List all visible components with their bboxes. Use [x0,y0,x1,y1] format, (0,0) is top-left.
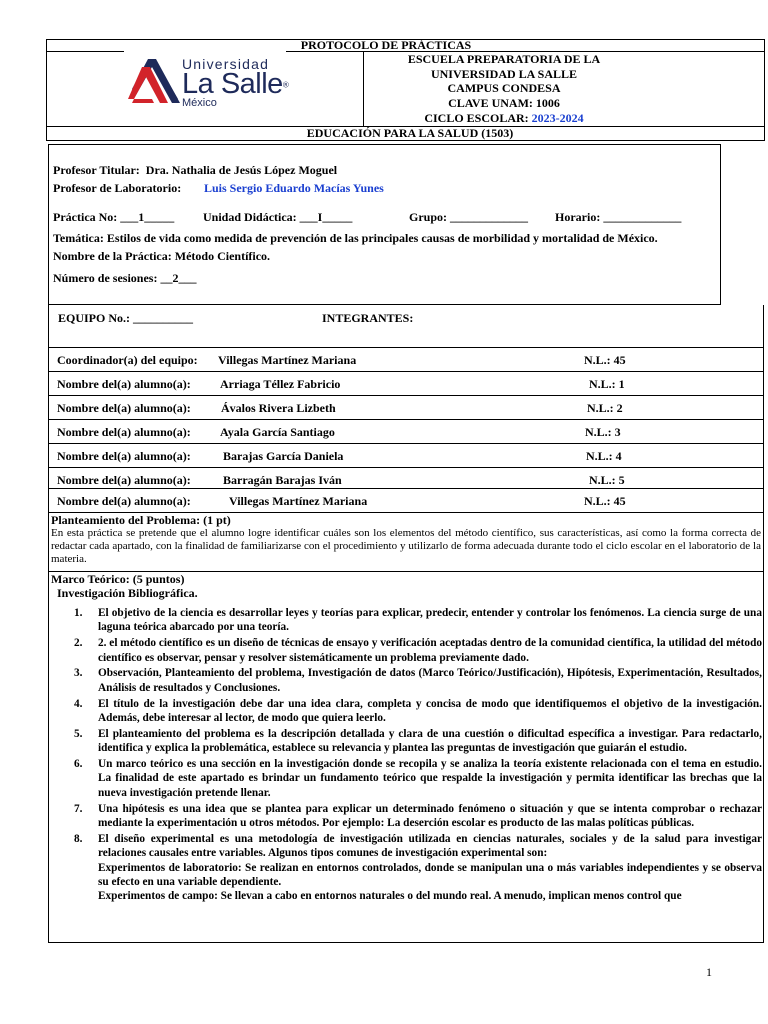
member-role: Nombre del(a) alumno(a): [57,449,191,463]
member-nl: N.L.: 5 [589,473,625,487]
member-name: Villegas Martínez Mariana [218,353,357,367]
list-item: 6. Un marco teórico es una sección en la investigación donde se recopila y se analiza la teoría existente relacionada con el tema en estudio. La finalidad de este apartado es brindar un fundamento teórico que respalde la investigación y permita identificar las brechas que la nueva investigación pretende llenar. [74,758,762,799]
members-heading: INTEGRANTES: [322,311,414,325]
school-cycle: CICLO ESCOLAR: 2023-2024 [424,111,584,125]
logo-line-3: México [182,97,217,109]
member-role: Nombre del(a) alumno(a): [57,425,191,439]
member-name: Ávalos Rivera Lizbeth [221,401,336,415]
professor-titular: Profesor Titular: Dra. Nathalia de Jesús López Moguel [53,163,338,177]
list-subitem: Experimentos de campo: Se llevan a cabo en entornos naturales o del mundo real. A menudo, implican menos control que [98,890,682,903]
problem-body: En esta práctica se pretende que el alumno logre identificar cuáles son los elementos del método científico, sus características, así como la forma correcta de redactar cada apartado, con la finalidad de familiarizarse con el procedimiento y utilizarlo de forma adecuada durante todo el ciclo escolar en el laboratorio de la materia. [51,527,761,565]
logo-line-1: Universidad [182,56,270,72]
topic: Temática: Estilos de vida como medida de prevención de las principales causas de morbilidad y mortalidad de México. [53,231,658,245]
schedule-field: Horario: _____________ [555,210,682,224]
sessions-count: Número de sesiones: __2___ [53,271,197,285]
table-row [48,419,764,443]
member-nl: N.L.: 2 [587,401,623,415]
member-nl: N.L.: 45 [584,353,626,367]
theory-title: Marco Teórico: (5 puntos) [51,572,185,586]
practice-number: Práctica No: ___1_____ [53,210,175,224]
list-item: 2. 2. el método científico es un diseño de técnicas de ensayo y verificación aceptadas dentro de la comunidad científica, la utilidad del método científico es observar, pensar y resolver sistemáticamente un problema previamente dado. [74,637,762,664]
team-number: EQUIPO No.: __________ [58,311,193,325]
table-row [48,488,764,512]
table-row [48,443,764,467]
member-name: Ayala García Santiago [220,425,335,439]
list-item: 5. El planteamiento del problema es la descripción detallada y clara de una cuestión o dificultad específica a investigar. Para redactarlo, identifica y explica la problemática, establece su relevancia y plantea las preguntas de investigación que guiarán el estudio. [74,727,762,755]
professor-lab-label: Profesor de Laboratorio: [53,181,182,195]
member-role: Nombre del(a) alumno(a): [57,377,191,391]
page-number: 1 [706,965,712,979]
problem-title: Planteamiento del Problema: (1 pt) [51,513,231,527]
member-role: Coordinador(a) del equipo: [57,353,198,367]
member-nl: N.L.: 1 [589,377,625,391]
member-name: Barragán Barajas Iván [223,473,342,487]
list-item: 4. El título de la investigación debe dar una idea clara, completa y concisa de modo que identifiquemos el objetivo de la investigación. Además, debe interesar al lector, de modo que quiera leerlo. [74,697,762,725]
school-line-4: CLAVE UNAM: 1006 [448,96,560,110]
school-line-3: CAMPUS CONDESA [447,81,561,95]
theory-list [48,606,762,905]
list-item: 7. Una hipótesis es una idea que se plantea para explicar un determinado fenómeno o situación y que se intenta comprobar o rechazar mediante la experimentación u otros métodos. Por ejemplo: La deserción escolar es producto de las malas políticas públicas. [74,802,762,830]
table-row [48,395,764,419]
member-name: Villegas Martínez Mariana [229,494,368,508]
theory-subtitle: Investigación Bibliográfica. [57,586,198,600]
didactic-unit: Unidad Didáctica: ___I_____ [203,210,353,224]
member-role: Nombre del(a) alumno(a): [57,494,191,508]
la-salle-shield-icon [128,59,180,107]
protocol-title: PROTOCOLO DE PRÁCTICAS [300,38,472,52]
logo-line-2: La Salle® [182,68,289,100]
list-item: 1. El objetivo de la ciencia es desarrollar leyes y teorías para explicar, predecir, entender y controlar los fenómenos. La ciencia surge de una laguna teórica abarcado por una teoría. [74,607,762,634]
school-line-1: ESCUELA PREPARATORIA DE LA [407,52,601,66]
university-logo [128,57,298,109]
professor-lab-value: Luis Sergio Eduardo Macías Yunes [204,181,384,195]
table-row [48,347,764,371]
member-nl: N.L.: 3 [585,425,621,439]
school-line-2: UNIVERSIDAD LA SALLE [430,67,578,81]
table-row [48,371,764,395]
list-item: 3. Observación, Planteamiento del problema, Investigación de datos (Marco Teórico/Justificación), Hipótesis, Experimentación, Resultados, Análisis de resultados y Conclusiones. [74,667,762,694]
member-name: Arriaga Téllez Fabricio [220,377,341,391]
member-name: Barajas García Daniela [223,449,344,463]
list-subitem: Experimentos de laboratorio: Se realizan en entornos controlados, donde se manipulan una o más variables independientes y se observa su efecto en una variable dependiente. [98,861,762,889]
course-title: EDUCACIÓN PARA LA SALUD (1503) [306,126,514,140]
member-role: Nombre del(a) alumno(a): [57,473,191,487]
group-field: Grupo: _____________ [409,210,529,224]
practice-name: Nombre de la Práctica: Método Científico. [53,249,271,263]
list-item: 8. El diseño experimental es una metodología de investigación utilizada en ciencias naturales, sociales y de la salud para investigar relaciones causales entre variables. Algunos tipos comunes de investigación experimental son: Experimentos de laboratorio: Se realizan en entornos controlados, donde se manipulan una o más variables independientes y se observa su efecto en una variable dependiente. Experimentos de campo: Se llevan a cabo en entornos naturales o del mundo real. A menudo, implican menos control que [74,832,762,903]
member-nl: N.L.: 45 [584,494,626,508]
member-nl: N.L.: 4 [586,449,622,463]
member-role: Nombre del(a) alumno(a): [57,401,191,415]
